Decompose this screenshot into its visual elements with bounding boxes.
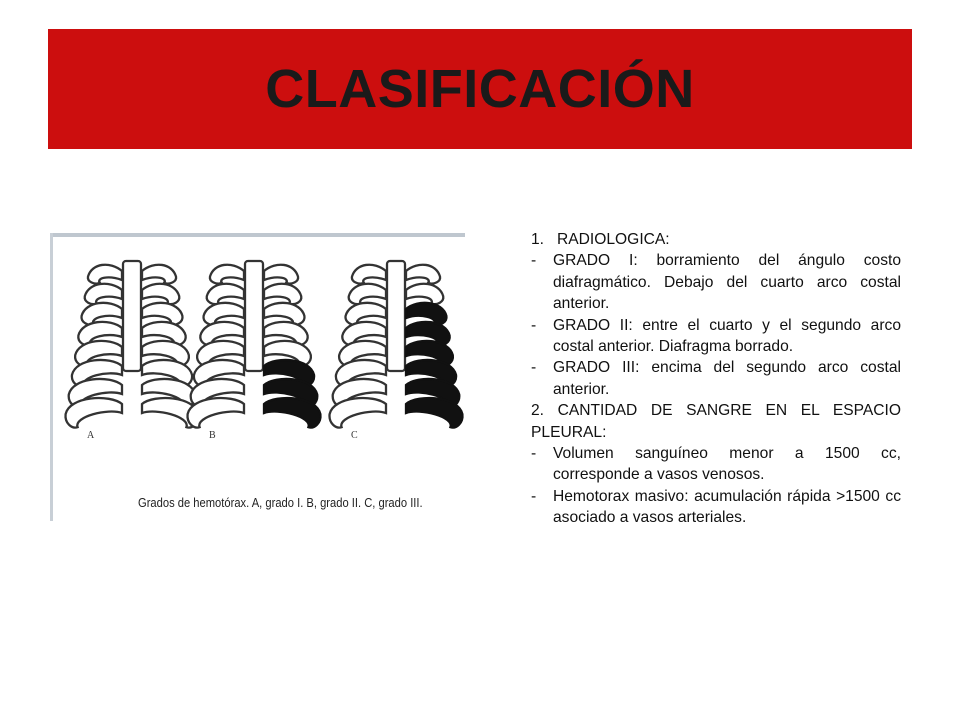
section1-item [531,250,901,314]
rib-cage-3 [330,261,463,441]
right-rib [264,265,298,284]
section2-item [531,486,901,529]
section2-title: 2. CANTIDAD DE SANGRE EN EL ESPACIO PLEURAL: [531,402,901,441]
bullet-dash: - [531,487,537,505]
sternum [387,261,405,371]
grade-1-text: GRADO I: borramiento del ángulo costo diafragmático. Debajo del cuarto arco costal anterior. [553,252,901,313]
bullet-dash: - [531,252,537,270]
left-rib [188,398,244,428]
left-rib [349,284,386,304]
section1-item [531,315,901,358]
right-rib [406,265,440,284]
right-rib [406,284,443,304]
bullet-dash: - [531,316,537,334]
bullet-dash: - [531,445,537,463]
right-rib-hemothorax [264,398,320,428]
rib-cage-1 [66,261,199,441]
left-rib [85,284,122,304]
volume-venous-text: Volumen sanguíneo menor a 1500 cc, corresponde a vasos venosos. [553,445,901,484]
panel-letter: A [87,430,95,441]
sternum [123,261,141,371]
left-rib [330,398,386,428]
left-rib [66,398,122,428]
grade-2-text: GRADO II: entre el cuarto y el segundo arco costal anterior. Diafragma borrado. [553,316,901,356]
section1-number: 1. [531,231,545,248]
right-rib [142,265,176,284]
title-banner [48,29,912,149]
bullet-dash: - [531,359,537,377]
section1-title: RADIOLOGICA: [557,231,670,248]
slide-title: CLASIFICACIÓN [265,59,695,119]
massive-hemothorax-text: Hemotorax masivo: acumulación rápida >1500 cc asociado a vasos arteriales. [553,487,901,527]
panel-letter: C [351,430,358,441]
rib-cage-illustrations [50,233,465,521]
panel-letter: B [209,430,216,441]
left-rib [210,265,244,284]
rib-cage-2 [188,261,321,441]
right-rib-hemothorax [406,398,462,428]
section1-item [531,357,901,400]
sternum [245,261,263,371]
right-rib [264,284,301,304]
classification-text [531,229,901,529]
section2-item [531,443,901,486]
left-rib [352,265,386,284]
left-rib [88,265,122,284]
hemothorax-figure [50,233,465,521]
right-rib [142,284,179,304]
section1-heading [531,229,901,250]
grade-3-text: GRADO III: encima del segundo arco costal anterior. [553,359,901,398]
figure-caption: Grados de hemotórax. A, grado I. B, grado II. C, grado III. [138,495,423,510]
left-rib [207,284,244,304]
